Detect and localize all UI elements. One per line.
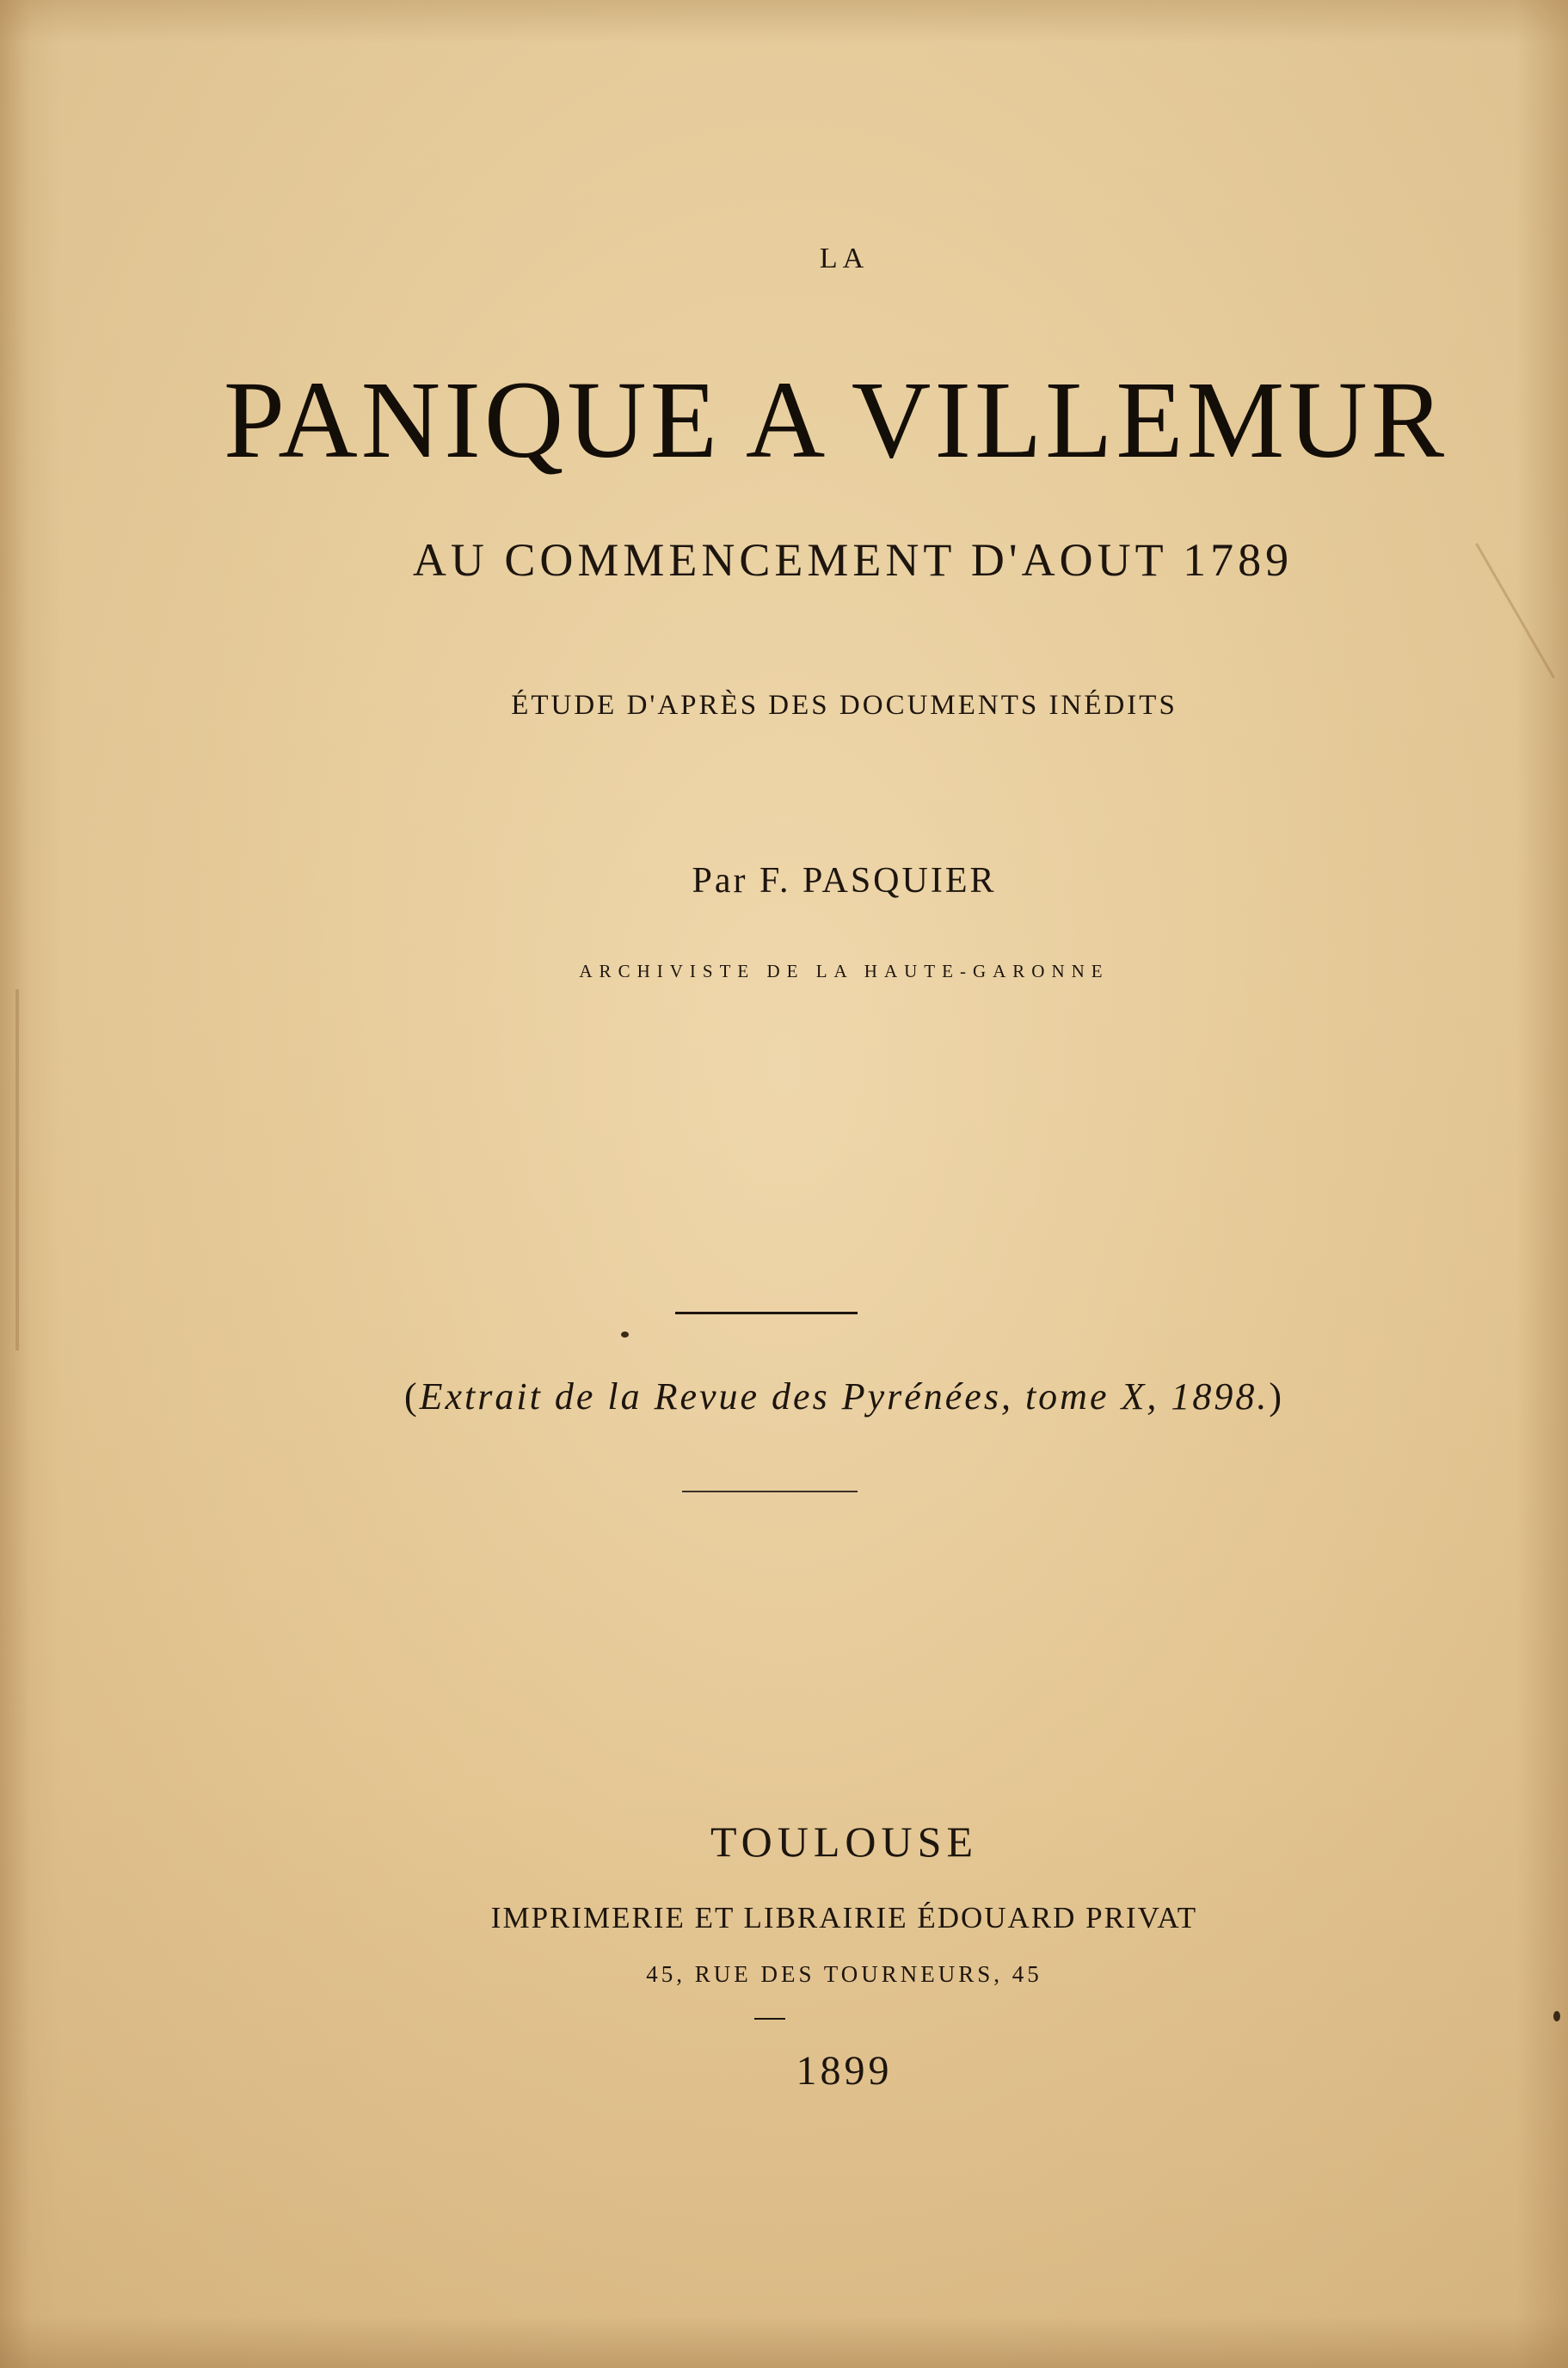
title-article: LA xyxy=(819,243,870,274)
page-title: PANIQUE A VILLEMUR xyxy=(223,359,1448,481)
author-role: ARCHIVISTE DE LA HAUTE-GARONNE xyxy=(579,961,1110,981)
divider-bottom xyxy=(682,1491,858,1492)
extract-lead: Extrait de la xyxy=(419,1375,643,1418)
journal-name: Revue des Pyrénées xyxy=(654,1375,1001,1418)
subtitle: AU COMMENCEMENT D'AOUT 1789 xyxy=(412,534,1294,586)
study-description: ÉTUDE D'APRÈS DES DOCUMENTS INÉDITS xyxy=(511,690,1178,721)
short-rule xyxy=(754,2018,785,2020)
printer-name: IMPRIMERIE ET LIBRAIRIE ÉDOUARD PRIVAT xyxy=(490,1901,1198,1934)
ink-speck xyxy=(1553,2011,1560,2021)
aged-top-edge xyxy=(0,0,1568,43)
printer-address: 45, RUE DES TOURNEURS, 45 xyxy=(646,1961,1042,1987)
aged-bottom-edge xyxy=(0,2316,1568,2368)
extract-volume: , tome X, 1898. xyxy=(1000,1375,1270,1418)
extract-note xyxy=(0,1375,1568,1418)
extract-open: ( xyxy=(403,1375,420,1418)
author-line xyxy=(0,860,1568,901)
divider-top xyxy=(675,1312,858,1314)
author-prefix: Par xyxy=(692,861,748,901)
aged-left-edge xyxy=(0,0,60,2368)
publication-year: 1899 xyxy=(796,2048,893,2094)
ink-speck xyxy=(621,1332,629,1338)
publisher-city: TOULOUSE xyxy=(710,1818,978,1866)
extract-close: ) xyxy=(1269,1375,1285,1418)
author-name: F. PASQUIER xyxy=(759,861,997,901)
aged-right-edge xyxy=(1516,0,1568,2368)
paper-crease xyxy=(15,989,19,1350)
